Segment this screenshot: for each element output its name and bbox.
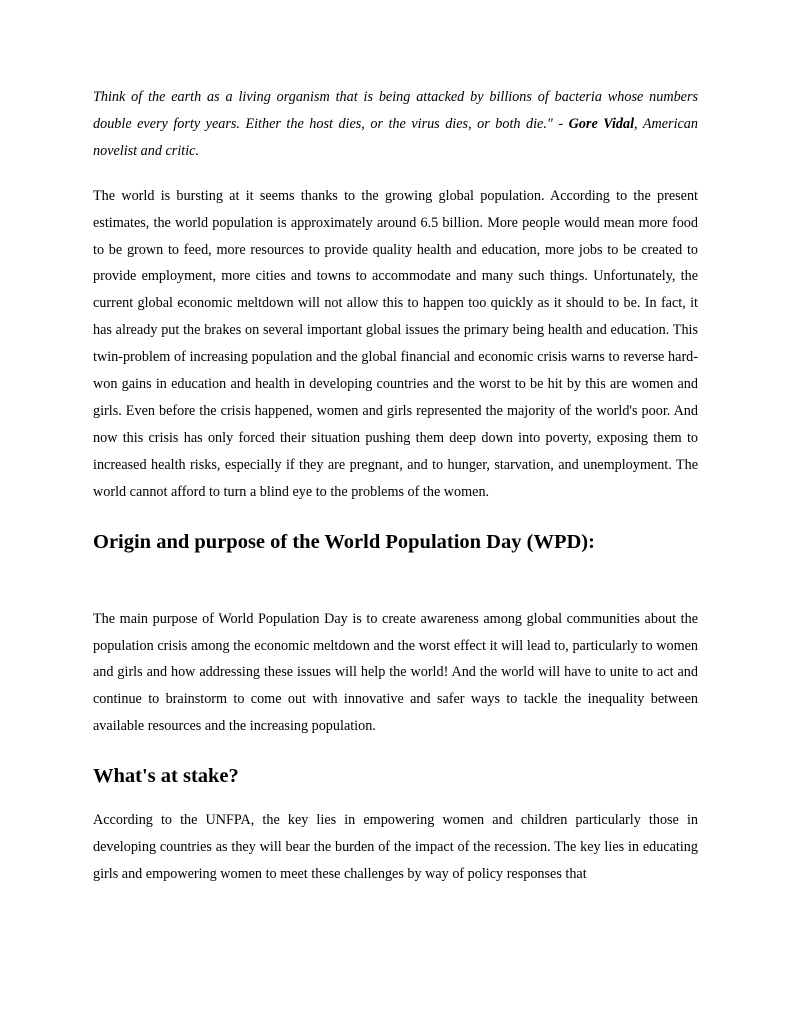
- opening-quote: [93, 84, 698, 165]
- paragraph-purpose: The main purpose of World Population Day is to create awareness among global communities about the population crisis among the economic meltdown and the worst effect it will lead to, particularly to women and girls and how addressing these issues will help the world! And the world will have to unite to act and continue to brainstorm to come out with innovative and safer ways to tackle the inequality between available resources and the increasing population.: [93, 610, 698, 735]
- document-page: [93, 84, 698, 888]
- quote-author-description: , American novelist and critic.: [93, 115, 698, 159]
- heading-origin-purpose: Origin and purpose of the World Population Day (WPD):: [93, 530, 595, 553]
- paragraph-stake: According to the UNFPA, the key lies in empowering women and children particularly those in developing countries as they will bear the burden of the impact of the recession. The key lies in educating girls and empowering women to meet these challenges by way of policy responses that: [93, 812, 698, 882]
- heading-whats-at-stake: What's at stake?: [93, 765, 239, 788]
- quote-text: Think of the earth as a living organism that is being attacked by billions of bacteria whose numbers double every forty years. Either the host dies, or the virus dies, or both die." -: [93, 89, 698, 132]
- paragraph-intro: The world is bursting at it seems thanks to the growing global population. According to the present estimates, the world population is approximately around 6.5 billion. More people would mean more food to be grown to feed, more resources to provide quality health and education, more jobs to be created to provide employment, more cities and towns to accommodate and many such things. Unfortunately, the current global economic meltdown will not allow this to happen too quickly as it should to be. In fact, it has already put the brakes on several important global issues the primary being health and education. This twin-problem of increasing population and the global financial and economic crisis warns to reverse hard-won gains in education and health in developing countries and the worst to be hit by this are women and girls. Even before the crisis happened, women and girls represented the majority of the world's poor. And now this crisis has only forced their situation pushing them deep down into poverty, exposing them to increased health risks, especially if they are pregnant, and to hunger, starvation, and unemployment. The world cannot afford to turn a blind eye to the problems of the women.: [93, 187, 698, 500]
- quote-author: Gore Vidal: [568, 115, 635, 132]
